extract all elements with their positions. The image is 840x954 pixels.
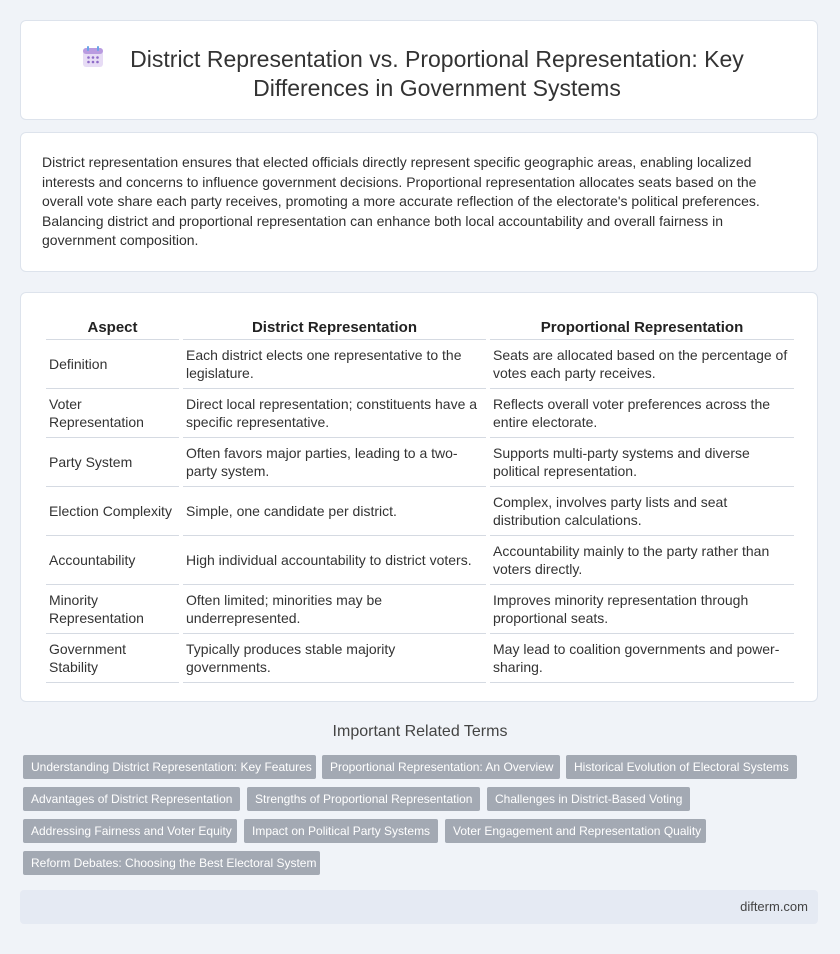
proportional-cell: Complex, involves party lists and seat distribution calculations. bbox=[490, 487, 794, 536]
table-header-row bbox=[46, 313, 794, 340]
aspect-cell: Election Complexity bbox=[46, 487, 179, 536]
aspect-cell: Accountability bbox=[46, 536, 179, 585]
proportional-cell: Seats are allocated based on the percentage of votes each party receives. bbox=[490, 340, 794, 389]
aspect-cell: Party System bbox=[46, 438, 179, 487]
column-header-aspect: Aspect bbox=[46, 313, 179, 340]
table-row bbox=[46, 536, 794, 585]
aspect-cell: Minority Representation bbox=[46, 585, 179, 634]
table-row bbox=[46, 389, 794, 438]
related-term-link[interactable]: Voter Engagement and Representation Quality bbox=[445, 819, 706, 843]
related-term-link[interactable]: Proportional Representation: An Overview bbox=[322, 755, 560, 779]
column-header-proportional: Proportional Representation bbox=[490, 313, 794, 340]
comparison-table-card bbox=[20, 292, 818, 702]
related-term-link[interactable]: Challenges in District-Based Voting bbox=[487, 787, 690, 811]
district-cell: Typically produces stable majority governments. bbox=[183, 634, 486, 683]
related-term-link[interactable]: Impact on Political Party Systems bbox=[244, 819, 438, 843]
related-terms-heading: Important Related Terms bbox=[332, 723, 508, 740]
intro-card bbox=[20, 132, 818, 272]
district-cell: High individual accountability to district voters. bbox=[183, 536, 486, 585]
column-header-district: District Representation bbox=[183, 313, 486, 340]
table-row bbox=[46, 585, 794, 634]
proportional-cell: May lead to coalition governments and power-sharing. bbox=[490, 634, 794, 683]
aspect-cell: Voter Representation bbox=[46, 389, 179, 438]
table-row bbox=[46, 340, 794, 389]
footer bbox=[20, 890, 818, 924]
page-title: District Representation vs. Proportional Representation: Key Differences in Government Systems bbox=[130, 46, 744, 101]
proportional-cell: Improves minority representation through proportional seats. bbox=[490, 585, 794, 634]
proportional-cell: Accountability mainly to the party rather than voters directly. bbox=[490, 536, 794, 585]
district-cell: Direct local representation; constituents have a specific representative. bbox=[183, 389, 486, 438]
district-cell: Often limited; minorities may be underrepresented. bbox=[183, 585, 486, 634]
district-cell: Simple, one candidate per district. bbox=[183, 487, 486, 536]
district-cell: Each district elects one representative to the legislature. bbox=[183, 340, 486, 389]
aspect-cell: Government Stability bbox=[46, 634, 179, 683]
footer-site-link[interactable]: difterm.com bbox=[740, 899, 808, 914]
related-term-link[interactable]: Strengths of Proportional Representation bbox=[247, 787, 480, 811]
aspect-cell: Definition bbox=[46, 340, 179, 389]
district-cell: Often favors major parties, leading to a two-party system. bbox=[183, 438, 486, 487]
related-term-link[interactable]: Understanding District Representation: Key Features bbox=[23, 755, 316, 779]
proportional-cell: Reflects overall voter preferences across the entire electorate. bbox=[490, 389, 794, 438]
related-term-link[interactable]: Historical Evolution of Electoral Systems bbox=[566, 755, 797, 779]
related-term-link[interactable]: Reform Debates: Choosing the Best Electoral System bbox=[23, 851, 320, 875]
table-row bbox=[46, 634, 794, 683]
comparison-table bbox=[42, 313, 798, 683]
related-term-link[interactable]: Advantages of District Representation bbox=[23, 787, 240, 811]
related-term-link[interactable]: Addressing Fairness and Voter Equity bbox=[23, 819, 237, 843]
title-card bbox=[20, 20, 818, 120]
table-row bbox=[46, 438, 794, 487]
table-row bbox=[46, 487, 794, 536]
intro-paragraph: District representation ensures that elected officials directly represent specific geographic areas, enabling localized interests and concerns to influence government decisions. Proportional representation allocates seats based on the overall vote share each party receives, promoting a more accurate reflection of the electorate's political preferences. Balancing district and proportional representation can enhance both local accountability and overall fairness in government composition. bbox=[42, 154, 760, 248]
proportional-cell: Supports multi-party systems and diverse political representation. bbox=[490, 438, 794, 487]
